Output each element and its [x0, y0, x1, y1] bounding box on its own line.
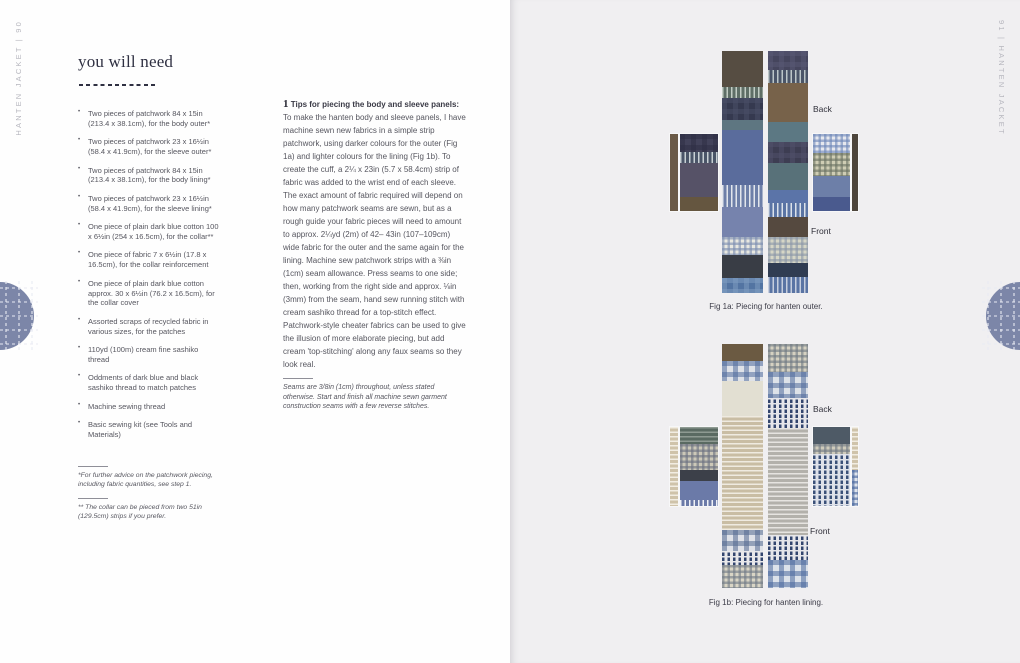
footnote-1: *For further advice on the patchwork piecing, including fabric quantities, see step 1. [78, 472, 213, 489]
bullet-icon: • [78, 109, 81, 115]
fabric-segment [722, 381, 763, 415]
fabric-segment [680, 470, 718, 481]
bullet-icon: • [78, 401, 81, 408]
materials-item [78, 166, 219, 186]
fabric-segment [722, 416, 763, 530]
fabric-segment [670, 427, 678, 506]
materials-item-text: One piece of plain dark blue cotton approx. 30 x 6½in (76.2 x 16.5cm), for the collar cover [88, 278, 215, 308]
fig1b-caption: Fig 1b: Piecing for hanten lining. [708, 598, 824, 607]
materials-item [78, 250, 219, 270]
right-page [510, 0, 1020, 663]
dashed-divider [79, 84, 155, 86]
footnote-rule [78, 498, 108, 499]
footnote-rule [78, 466, 108, 467]
fig1b-sleeve-right-cuff [851, 426, 859, 507]
fabric-segment [852, 427, 858, 470]
fabric-segment [768, 344, 808, 372]
fig1a-back-label: Back [813, 104, 832, 114]
materials-item [78, 137, 219, 157]
fabric-segment [680, 427, 718, 444]
bullet-icon: • [78, 278, 81, 285]
materials-item-text: Oddments of dark blue and black sashiko thread to match patches [88, 373, 199, 393]
materials-list [78, 109, 219, 448]
materials-item [78, 420, 219, 440]
seam-allowance-note: Seams are 3/8in (1cm) throughout, unless stated otherwise. Start and finish all machine sewn garment construction seams with a few reverse stitches. [283, 384, 447, 411]
fabric-segment [722, 361, 763, 381]
fabric-segment [722, 565, 763, 588]
materials-item [78, 402, 219, 412]
page-margin-label-left: HANTEN JACKET | 90 [14, 20, 23, 136]
materials-item [78, 222, 219, 242]
materials-item-text: Assorted scraps of recycled fabric in various sizes, for the patches [88, 316, 209, 336]
materials-footnotes [78, 466, 220, 530]
materials-item [78, 109, 219, 129]
tips-body-text: To make the hanten body and sleeve panels, I have machine sewn new fabrics in a simple strip patchwork, using darker colours for the outer (Fig 1a) and lighter colours for the lining (Fig 1b). To create the cuff, a 2¼ x 23in (5.7 x 58.4cm) strip of fabric was added to the wrist end of each sleeve. The exact amount of fabric required will depend on how many patchwork seams are sewn, but as a rough guide your fabric pieces will need to amount to approx. 2¼yd (2m) of 42– 43in (107–109cm) wide fabric for the outer and the same again for the lining. Machine sew patchwork strips with a ⅜in (1cm) seam allowance. Press seams to one side; then, working from the right side and approx. ⅛in (3mm) from the seam, hand sew running stitch with cream sashiko thread for a top-stitch effect. Patchwork-style cheater fabrics can be used to give the illusion of more elaborate piecing, but add cream 'top-stitching' along any faux seams so they look real. [283, 113, 466, 369]
bullet-icon: • [78, 373, 81, 380]
footnote-rule [283, 378, 313, 379]
page-title: you will need [78, 52, 174, 71]
fabric-segment [813, 444, 850, 453]
fabric-segment [768, 428, 808, 535]
footnote-2: ** The collar can be pieced from two 51in (129.5cm) strips if you prefer. [78, 503, 202, 521]
materials-item-text: Machine sewing thread [88, 401, 166, 411]
bullet-icon: • [78, 420, 81, 427]
fabric-segment [852, 470, 858, 506]
bullet-icon: • [78, 137, 81, 144]
materials-item-text: 110yd (100m) cream fine sashiko thread [88, 345, 199, 365]
materials-item-text: Two pieces of patchwork 84 x 15in (213.4 x 38.1cm), for the body outer* [88, 109, 211, 128]
fabric-segment [768, 535, 808, 560]
fig1a-caption: Fig 1a: Piecing for hanten outer. [709, 302, 823, 311]
fabric-segment [680, 500, 718, 506]
fig1b-sleeve-left-cuff [669, 426, 679, 507]
fabric-segment [722, 344, 763, 361]
materials-item-text: Basic sewing kit (see Tools and Materials) [88, 420, 193, 439]
fabric-segment [768, 398, 808, 428]
fig-1b-diagram [510, 0, 1020, 663]
fig1b-sleeve-right-main [812, 426, 851, 507]
materials-item-text: Two pieces of patchwork 23 x 16½in (58.4 x 41.9cm), for the sleeve outer* [88, 137, 212, 157]
fabric-segment [813, 454, 850, 506]
fabric-segment [768, 560, 808, 588]
materials-item-text: Two pieces of patchwork 23 x 16½in (58.4 x 41.9cm), for the sleeve lining* [88, 193, 212, 213]
fabric-segment [722, 530, 763, 551]
materials-item [78, 279, 219, 309]
fig1b-body-strip-right [768, 344, 808, 588]
fabric-segment [680, 481, 718, 500]
fig1b-body-strip-left [722, 344, 763, 588]
bullet-icon: • [78, 193, 81, 200]
bullet-icon: • [78, 316, 81, 323]
fig1b-sleeve-left-main [679, 426, 719, 507]
step-number: 1 [283, 98, 289, 110]
tips-paragraph [283, 98, 467, 371]
page-margin-label-right: 91 | HANTEN JACKET [997, 20, 1006, 136]
bullet-icon: • [78, 250, 81, 257]
materials-item [78, 194, 219, 214]
fabric-segment [813, 427, 850, 444]
tips-heading: Tips for piecing the body and sleeve panels: [290, 100, 460, 109]
sashiko-circle-left [0, 281, 38, 351]
materials-item-text: One piece of plain dark blue cotton 100 x 6½in (254 x 16.5cm), for the collar** [88, 222, 219, 242]
fabric-segment [680, 444, 718, 469]
materials-item-text: One piece of fabric 7 x 6½in (17.8 x 16.5cm), for the collar reinforcement [88, 250, 209, 270]
bullet-icon: • [78, 345, 81, 352]
materials-item-text: Two pieces of patchwork 84 x 15in (213.4 x 38.1cm), for the body lining* [88, 165, 211, 185]
fig1a-front-label: Front [811, 226, 831, 236]
fig1b-front-label: Front [810, 526, 830, 536]
materials-item [78, 345, 219, 365]
fig1b-back-label: Back [813, 404, 832, 414]
materials-item [78, 317, 219, 337]
bullet-icon: • [78, 222, 81, 229]
fabric-segment [768, 372, 808, 398]
bullet-icon: • [78, 165, 81, 172]
materials-item [78, 373, 219, 393]
fabric-segment [722, 551, 763, 565]
tips-column [283, 98, 467, 412]
